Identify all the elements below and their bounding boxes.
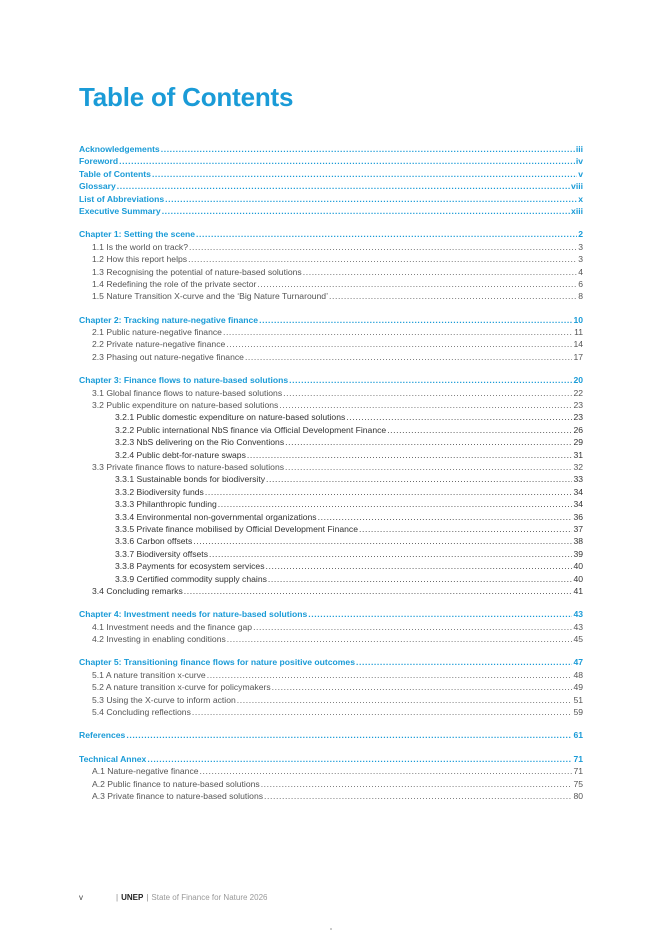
- spacer: [79, 742, 583, 753]
- toc-entry-5-2[interactable]: 5.2 A nature transition x-curve for policymakers ..... 49: [79, 681, 583, 693]
- toc-entry-4-1[interactable]: 4.1 Investment needs and the finance gap ..... 43: [79, 621, 583, 633]
- leader-dots: [207, 669, 573, 681]
- footer-brand: UNEP: [121, 893, 144, 902]
- leader-dots: [308, 608, 572, 620]
- footer-separator: |: [146, 893, 149, 902]
- leader-dots: [268, 573, 573, 585]
- table-of-contents: [79, 143, 583, 802]
- leader-dots: [117, 180, 570, 192]
- toc-entry-3-3-6[interactable]: 3.3.6 Carbon offsets ..... 38: [79, 535, 583, 547]
- toc-entry-3-2[interactable]: 3.2 Public expenditure on nature-based solutions ..... 23: [79, 399, 583, 411]
- spacer: [79, 718, 583, 729]
- toc-entry-3-1[interactable]: 3.1 Global finance flows to nature-based solutions ..... 22: [79, 387, 583, 399]
- toc-entry-a-1[interactable]: A.1 Nature-negative finance ..... 71: [79, 765, 583, 777]
- toc-entry-3-4[interactable]: 3.4 Concluding remarks ..... 41: [79, 585, 583, 597]
- toc-entry-3-3-9[interactable]: 3.3.9 Certified commodity supply chains ..... 40: [79, 573, 583, 585]
- toc-entry-5-1[interactable]: 5.1 A nature transition x-curve ..... 48: [79, 669, 583, 681]
- page-number: v: [79, 893, 83, 902]
- leader-dots: [188, 253, 577, 265]
- toc-entry-3-3[interactable]: 3.3 Private finance flows to nature-based solutions ..... 32: [79, 461, 583, 473]
- toc-entry-3-2-4[interactable]: 3.2.4 Public debt-for-nature swaps ..... 31: [79, 449, 583, 461]
- leader-dots: [165, 193, 577, 205]
- footer-document-title: State of Finance for Nature 2026: [151, 893, 268, 902]
- toc-entry-a-3[interactable]: A.3 Private finance to nature-based solutions ..... 80: [79, 790, 583, 802]
- leader-dots: [264, 790, 572, 802]
- leader-dots: [126, 729, 572, 741]
- toc-entry-executive-summary[interactable]: Executive Summary ..... xiii: [79, 205, 583, 217]
- toc-chapter-3[interactable]: Chapter 3: Finance flows to nature-based solutions ..... 20: [79, 374, 583, 386]
- page-footer: [79, 893, 267, 902]
- toc-entry-2-2[interactable]: 2.2 Private nature-negative finance ..... 14: [79, 338, 583, 350]
- toc-entry-3-2-1[interactable]: 3.2.1 Public domestic expenditure on nature-based solutions ..... 23: [79, 411, 583, 423]
- toc-entry-1-3[interactable]: 1.3 Recognising the potential of nature-based solutions ..... 4: [79, 266, 583, 278]
- toc-entry-3-2-2[interactable]: 3.2.2 Public international NbS finance via Official Development Finance ..... 26: [79, 424, 583, 436]
- footer-separator: |: [116, 893, 119, 902]
- toc-technical-annex[interactable]: Technical Annex ..... 71: [79, 753, 583, 765]
- leader-dots: [192, 706, 573, 718]
- leader-dots: [272, 681, 573, 693]
- spacer: [79, 645, 583, 656]
- toc-entry-3-3-4[interactable]: 3.3.4 Environmental non-governmental organizations ..... 36: [79, 511, 583, 523]
- leader-dots: [147, 753, 572, 765]
- leader-dots: [184, 585, 573, 597]
- toc-entry-3-3-1[interactable]: 3.3.1 Sustainable bonds for biodiversity ..... 33: [79, 473, 583, 485]
- leader-dots: [359, 523, 572, 535]
- toc-chapter-5[interactable]: Chapter 5: Transitioning finance flows for nature positive outcomes ..... 47: [79, 656, 583, 668]
- spacer: [79, 363, 583, 374]
- toc-entry-a-2[interactable]: A.2 Public finance to nature-based solutions ..... 75: [79, 778, 583, 790]
- leader-dots: [285, 461, 572, 473]
- toc-entry-3-3-3[interactable]: 3.3.3 Philanthropic funding ..... 34: [79, 498, 583, 510]
- toc-entry-glossary[interactable]: Glossary ..... viii: [79, 180, 583, 192]
- toc-references[interactable]: References ..... 61: [79, 729, 583, 741]
- leader-dots: [227, 633, 573, 645]
- leader-dots: [218, 498, 573, 510]
- leader-dots: [261, 778, 573, 790]
- leader-dots: [161, 143, 575, 155]
- toc-entry-2-3[interactable]: 2.3 Phasing out nature-negative finance ..... 17: [79, 351, 583, 363]
- leader-dots: [237, 694, 573, 706]
- toc-entry-3-3-5[interactable]: 3.3.5 Private finance mobilised by Official Development Finance ..... 37: [79, 523, 583, 535]
- toc-entry-3-2-3[interactable]: 3.2.3 NbS delivering on the Rio Conventions ..... 29: [79, 436, 583, 448]
- leader-dots: [387, 424, 572, 436]
- leader-dots: [226, 338, 572, 350]
- toc-entry-1-2[interactable]: 1.2 How this report helps ..... 3: [79, 253, 583, 265]
- leader-dots: [289, 374, 572, 386]
- leader-dots: [266, 560, 573, 572]
- page-marker-dot: [330, 928, 332, 930]
- spacer: [79, 303, 583, 314]
- toc-chapter-4[interactable]: Chapter 4: Investment needs for nature-based solutions ..... 43: [79, 608, 583, 620]
- toc-chapter-2[interactable]: Chapter 2: Tracking nature-negative finance ..... 10: [79, 314, 583, 326]
- leader-dots: [303, 266, 577, 278]
- leader-dots: [283, 387, 572, 399]
- leader-dots: [257, 278, 577, 290]
- leader-dots: [200, 765, 573, 777]
- toc-entry-5-3[interactable]: 5.3 Using the X-curve to inform action ..... 51: [79, 694, 583, 706]
- leader-dots: [253, 621, 572, 633]
- toc-entry-table-of-contents[interactable]: Table of Contents ..... v: [79, 168, 583, 180]
- toc-entry-5-4[interactable]: 5.4 Concluding reflections ..... 59: [79, 706, 583, 718]
- leader-dots: [205, 486, 573, 498]
- page-title: Table of Contents: [79, 82, 294, 112]
- leader-dots: [193, 535, 572, 547]
- toc-entry-4-2[interactable]: 4.2 Investing in enabling conditions ..... 45: [79, 633, 583, 645]
- leader-dots: [245, 351, 573, 363]
- leader-dots: [189, 241, 577, 253]
- leader-dots: [259, 314, 572, 326]
- toc-entry-1-5[interactable]: 1.5 Nature Transition X-curve and the ‘Big Nature Turnaround’ ..... 8: [79, 290, 583, 302]
- leader-dots: [223, 326, 573, 338]
- leader-dots: [318, 511, 573, 523]
- spacer: [79, 217, 583, 228]
- toc-entry-3-3-2[interactable]: 3.3.2 Biodiversity funds ..... 34: [79, 486, 583, 498]
- leader-dots: [152, 168, 577, 180]
- toc-entry-foreword[interactable]: Foreword ..... iv: [79, 155, 583, 167]
- leader-dots: [119, 155, 575, 167]
- toc-entry-1-4[interactable]: 1.4 Redefining the role of the private sector ..... 6: [79, 278, 583, 290]
- toc-entry-list-of-abbreviations[interactable]: List of Abbreviations ..... x: [79, 193, 583, 205]
- leader-dots: [279, 399, 572, 411]
- toc-entry-2-1[interactable]: 2.1 Public nature-negative finance ..... 11: [79, 326, 583, 338]
- leader-dots: [209, 548, 572, 560]
- leader-dots: [196, 228, 577, 240]
- toc-entry-1-1[interactable]: 1.1 Is the world on track? ..... 3: [79, 241, 583, 253]
- leader-dots: [356, 656, 572, 668]
- leader-dots: [266, 473, 572, 485]
- leader-dots: [329, 290, 577, 302]
- toc-chapter-1[interactable]: Chapter 1: Setting the scene ..... 2: [79, 228, 583, 240]
- toc-entry-3-3-7[interactable]: 3.3.7 Biodiversity offsets ..... 39: [79, 548, 583, 560]
- leader-dots: [346, 411, 572, 423]
- toc-entry-acknowledgements[interactable]: Acknowledgements ..... iii: [79, 143, 583, 155]
- leader-dots: [247, 449, 573, 461]
- spacer: [79, 597, 583, 608]
- toc-entry-3-3-8[interactable]: 3.3.8 Payments for ecosystem services ..... 40: [79, 560, 583, 572]
- leader-dots: [162, 205, 570, 217]
- leader-dots: [285, 436, 572, 448]
